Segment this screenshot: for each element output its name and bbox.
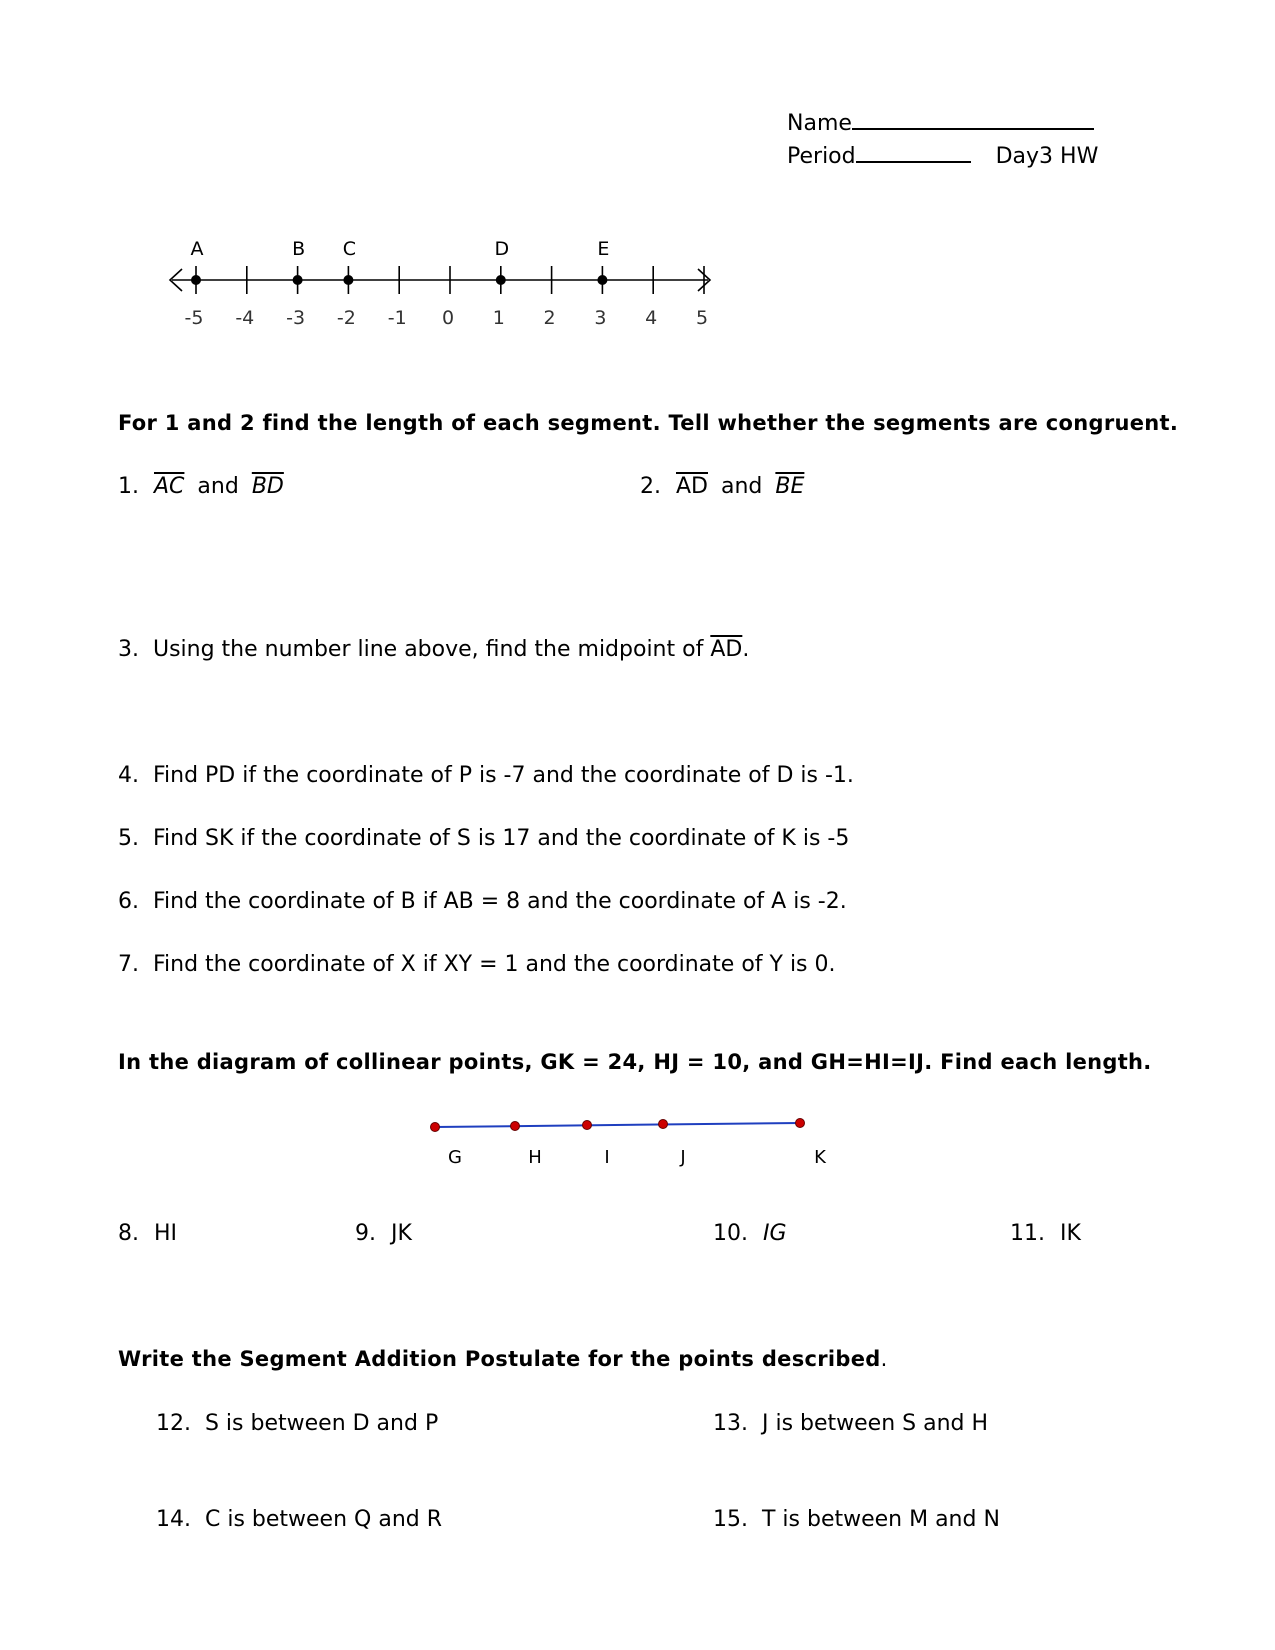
- q3-end: .: [742, 637, 750, 662]
- name-blank: [852, 108, 1094, 130]
- question-3: [118, 637, 749, 662]
- number-line: [160, 225, 780, 335]
- question-13: 13. J is between S and H: [713, 1411, 989, 1436]
- tick-label: 2: [543, 307, 556, 329]
- collinear-diagram-group: [431, 1119, 828, 1169]
- point-c: [343, 275, 353, 285]
- question-2: [640, 474, 804, 499]
- section3-instruction-end: .: [880, 1347, 888, 1371]
- q3-text: 3. Using the number line above, find the midpoint of: [118, 637, 711, 662]
- section3-instruction: [118, 1347, 888, 1371]
- question-1: [118, 474, 284, 499]
- period-field: [787, 141, 1098, 169]
- question-12: 12. S is between D and P: [156, 1411, 439, 1436]
- point-label-d: D: [494, 238, 510, 260]
- collinear-label-k: K: [814, 1147, 826, 1168]
- q2-number: 2.: [640, 474, 661, 499]
- q1-number: 1.: [118, 474, 139, 499]
- tick-label: -2: [336, 307, 356, 329]
- point-d: [496, 275, 506, 285]
- question-15: 15. T is between M and N: [713, 1507, 1000, 1532]
- question-14: 14. C is between Q and R: [156, 1507, 442, 1532]
- question-5: 5. Find SK if the coordinate of S is 17 and the coordinate of K is -5: [118, 826, 850, 851]
- q2-segment-1: $\overline{AD}$: [676, 474, 708, 499]
- name-field: [787, 108, 1094, 136]
- tick-label: 1: [492, 307, 505, 329]
- tick-label: -1: [387, 307, 407, 329]
- collinear-label-j: J: [680, 1147, 686, 1168]
- collinear-label-h: H: [528, 1147, 542, 1168]
- section1-instruction: For 1 and 2 find the length of each segment. Tell whether the segments are congruent.: [118, 411, 1179, 435]
- q8-number: 8.: [118, 1221, 139, 1246]
- tick-label: 4: [645, 307, 658, 329]
- q9-number: 9.: [355, 1221, 376, 1246]
- q8-segment: HI: [154, 1221, 178, 1246]
- q11-segment: IK: [1060, 1221, 1081, 1246]
- period-label: Period: [787, 144, 856, 169]
- tick-label: -5: [184, 307, 204, 329]
- point-label-b: B: [292, 238, 306, 260]
- q10-number: 10.: [713, 1221, 748, 1246]
- assignment-title: Day3 HW: [995, 144, 1099, 169]
- q9-segment: JK: [391, 1221, 412, 1246]
- collinear-diagram: [425, 1115, 845, 1185]
- point-b: [293, 275, 303, 285]
- q1-segment-2: $\overline{BD}$: [251, 474, 284, 499]
- q10-segment: IG: [763, 1221, 787, 1246]
- point-e: [597, 275, 607, 285]
- q3-segment: $\overline{AD}$: [710, 637, 743, 662]
- point-label-e: E: [597, 238, 610, 260]
- collinear-point-i: [583, 1121, 592, 1130]
- question-6: 6. Find the coordinate of B if AB = 8 and the coordinate of A is -2.: [118, 889, 847, 914]
- tick-label: 0: [441, 307, 455, 329]
- collinear-point-h: [511, 1122, 520, 1131]
- collinear-point-g: [431, 1123, 440, 1132]
- point-a: [191, 275, 201, 285]
- tick-label: -3: [286, 307, 306, 329]
- tick-label: 5: [695, 307, 709, 329]
- q11-number: 11.: [1010, 1221, 1045, 1246]
- question-9: [355, 1221, 412, 1246]
- tick-label: -4: [235, 307, 255, 329]
- number-line-group: [170, 238, 710, 329]
- question-7: 7. Find the coordinate of X if XY = 1 and the coordinate of Y is 0.: [118, 952, 836, 977]
- collinear-label-g: G: [448, 1147, 462, 1168]
- question-4: 4. Find PD if the coordinate of P is -7 and the coordinate of D is -1.: [118, 763, 854, 788]
- q2-and: and: [721, 474, 763, 499]
- point-label-a: A: [190, 238, 204, 260]
- q1-and: and: [197, 474, 239, 499]
- section2-instruction: In the diagram of collinear points, GK = 24, HJ = 10, and GH=HI=IJ. Find each length.: [118, 1050, 1152, 1074]
- question-10: [713, 1221, 787, 1246]
- name-label: Name: [787, 111, 852, 136]
- collinear-point-j: [659, 1120, 668, 1129]
- collinear-line: [435, 1123, 800, 1127]
- collinear-label-i: I: [604, 1147, 610, 1168]
- collinear-point-k: [796, 1119, 805, 1128]
- period-blank: [856, 141, 971, 163]
- question-8: [118, 1221, 177, 1246]
- tick-label: 3: [594, 307, 607, 329]
- q1-segment-1: $\overline{AC}$: [154, 474, 185, 499]
- question-11: [1010, 1221, 1081, 1246]
- point-label-c: C: [342, 238, 357, 260]
- q2-segment-2: $\overline{BE}$: [775, 474, 805, 499]
- section3-instruction-text: Write the Segment Addition Postulate for the points described: [118, 1347, 881, 1371]
